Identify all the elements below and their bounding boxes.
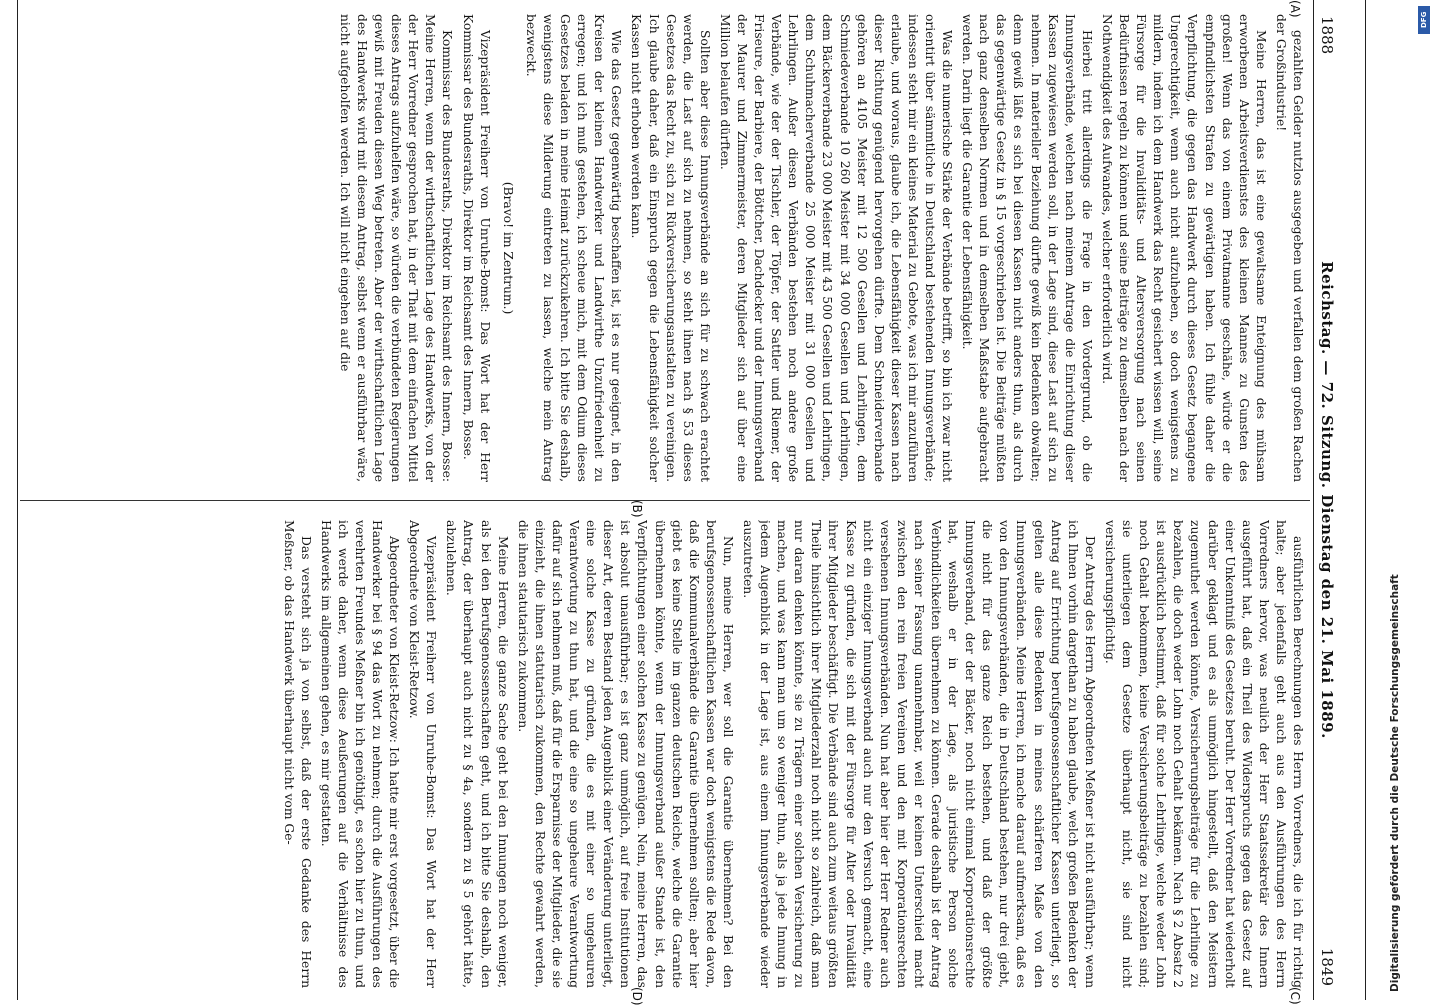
- header-year: 1888: [1318, 16, 1336, 55]
- top-rule: [1365, 0, 1366, 1000]
- paragraph: gezahlten Gelder nutzlos ausgegeben und verfallen dem großen Rachen der Großindustrie!: [1273, 14, 1305, 482]
- column-divider: [20, 500, 1310, 501]
- right-column: [26, 520, 1306, 988]
- header-title: Reichstag. — 72. Sitzung. Dienstag den 21. Mai 1889.: [1318, 261, 1336, 739]
- paragraph: Vizepräsident Freiherr von Unruhe-Bomst: Das Wort hat der Herr Kommissar des Bundesraths, Direktor im Reichsamt des Innern, Bosse.: [460, 14, 492, 482]
- paragraph: (Bravo! im Zentrum.): [500, 181, 515, 315]
- dfg-logo: DFG: [1418, 6, 1430, 34]
- paragraph: Was die numerische Stärke der Verbände betrifft, so bin ich zwar nicht orientirt über sämmtliche in Deutschland bestehenden Innungsverbände; indessen steht mir ein kleines Material zu Gebote, was ich mir anzuführen erlaube, und woraus, glaube ich, die Lebensfähigkeit dieser Kassen nach dieser Richtung genügend hervorgehen dürfte. Dem Schneiderverbande gehören an 4105 Meister mit 12 500 Gesellen und Lehrlingen, dem Schmiedeverbande 10 260 Meister mit 34 000 Gesellen und Lehrlingen, dem Bäckerverbande 23 000 Meister mit 43 500 Gesellen und Lehrlingen, dem Schuhmacherverbande 25 000 Meister mit 31 000 Gesellen und Lehrlingen. Außer diesen Verbänden bestehen noch andere große Verbände, wie der der Tischler, der Töpfer, der Sattler und Riemer, der Friseure, der Barbiere, der Böttcher, Dachdecker und der Innungsverband der Maurer und Zimmermeister, deren Mitglieder sich auf über eine Million belaufen dürften.: [717, 14, 955, 482]
- paragraph: Hierbei tritt allerdings die Frage in den Vordergrund, ob die Innungsverbände, welchen nach meinem Antrage die Einrichtung dieser Kassen zugewiesen werden soll, in der Lage sind, diese Last auf sich zu nehmen. In materieller Beziehung dürfte gewiß kein Bedenken obwalten; denn gewiß läßt es sich bei diesen Kassen nicht anders thun, als durch das gegenwärtige Gesetz in § 15 vorgeschrieben ist. Die Beiträge müßten nach ganz denselben Normen und in demselben Maßstabe aufgebracht werden. Darin liegt die Garantie der Lebensfähigkeit.: [960, 14, 1094, 482]
- paragraph: Meine Herren, das ist eine gewaltsame Enteignung des mühsam erworbenen Arbeitsverdienstes des kleinen Mannes zu Gunsten des großen! Wenn das von einem Privatmanne geschähe, würde er die empfindlichsten Strafen zu gewärtigen haben. Ich fühle daher die Verpflichtung, die gegen das Handwerk durch dieses Gesetz begangene Ungerechtigkeit, wenn auch nicht aufzuheben, so doch wenigstens zu mildern, indem ich dem Handwerk das Recht gesichert wissen will, seine Fürsorge für die Invaliditäts- und Altersversorgung nach seinen Bedürfnissen regeln zu können und seine Beiträge zu demselben nach der Nothwendigkeit des Aufwandes, welcher erforderlich wird.: [1099, 14, 1268, 482]
- header-rule: [1313, 0, 1314, 1000]
- footer-rule: [17, 0, 18, 1000]
- paragraph: Meine Herren, die ganze Sache geht bei den Innungen noch weniger, als bei den Berufsgenossenschaften geht, und ich bitte Sie deshalb, den Antrag, der überhaupt auch nicht zu § 4a, sondern zu § 5 gehört hätte, abzulehnen.: [444, 520, 510, 988]
- paragraph: Kommissar des Bundesraths, Direktor im Reichsamt des Innern, Bosse: Meine Herren, wenn der wirthschaftlichen Lage des Handwerks, von der der Herr Vorredner gesprochen hat, in der That mit dem einfachen Mittel dieses Antrags aufzuhelfen wäre, so würden die verbündeten Regierungen gewiß mit Freuden diesen Weg betreten. Aber der wirthschaftlichen Lage des Handwerks wird mit diesem Antrag, selbst wenn er ausführbar wäre, nicht aufgeholfen werden. Ich will nicht eingehen auf die: [337, 14, 455, 482]
- margin-marker-d: (D): [630, 987, 644, 1006]
- margin-marker-a: (A): [1288, 0, 1302, 18]
- digitization-credit: Digitalisierung gefördert durch die Deutsche Forschungsgemeinschaft: [1389, 574, 1401, 992]
- paragraph: Abgeordneter von Kleist-Retzow: Ich hatte mir erst vorgesetzt, über die Handwerker bei § 94 das Wort zu nehmen; durch die Ausführungen des verehrten Freundes Meßner bin ich genöthigt, es schon hier zu thun, und ich werde daher, wenn diese Aeußerungen auf die Verhältnisse des Handwerks im allgemeinen gehen, es mir gestatten.: [318, 520, 402, 988]
- paragraph: Sollten aber diese Innungsverbände an sich für zu schwach erachtet werden, die Last auf sich zu nehmen, so steht ihnen nach § 53 dieses Gesetzes das Recht zu, sich zu Rückversicherungsanstalten zu vereinigen. Ich glaube daher, daß ein Einspruch gegen die Lebensfähigkeit solcher Kassen nicht erhoben werden kann.: [629, 14, 712, 482]
- paragraph: Das versteht sich ja von selbst, daß der erste Gedanke des Herrn Meßner, ob das Handwerk überhaupt nicht vom Ge-: [281, 520, 313, 988]
- left-column: [26, 14, 1306, 482]
- paragraph: ausführlichen Berechnungen des Herrn Vorredners, die ich für richtig halte; aber jedenfalls geht auch aus den Ausführungen des Herrn Vorredners hervor, was neulich der Herr Staatssekretär des Innern ausgeführt hat, daß ein Theil des Widerspruchs gegen das Gesetz auf einer Unkenntniß des Gesetzes beruht. Der Herr Vorredner hat wiederholt darüber geklagt und es als unmöglich hingestellt, daß den Meistern zugemuthet werden könnte, Versicherungsbeiträge für die Lehrlinge zu bezahlen, die doch weder Lohn noch Gehalt bekämen. Nach § 2 Absatz 2 ist ausdrücklich bestimmt, daß für solche Lehrlinge, welche weder Lohn noch Gehalt bekommen, keine Versicherungsbeiträge zu bezahlen sind; sie unterliegen dem Gesetze überhaupt nicht, sie sind nicht versicherungspflichtig.: [1102, 520, 1305, 988]
- margin-marker-b: (B): [630, 500, 644, 518]
- margin-marker-c: (C): [1288, 987, 1302, 1005]
- document-page: [10, 0, 1380, 1006]
- paragraph: Der Antrag des Herrn Abgeordneten Meßner ist nicht ausführbar; wenn ich Ihnen vorhin dargethan zu haben glaube, welch großen Bedenken der Antrag auf Errichtung berufsgenossenschaftlicher Kassen unterliegt, so gelten alle diese Bedenken in meines schärferen Maße von den Innungsverbänden. Meine Herren, ich mache darauf aufmerksam, daß es von den Innungsverbänden, die in Deutschland bestehen, nur drei giebt, die nicht für das ganze Reich bestehen, und daß der größte Innungsverband, der der Bäcker, noch nicht einmal Korporationsrechte hat, weshalb er in der Lage, als juristische Person solche Verbindlichkeiten übernehmen zu können. Gerade deshalb ist der Antrag nach seiner Fassung unannehmbar, weil er keinen Unterschied macht zwischen den rein freien Vereinen und den mit Korporationsrechten versehenen Innungsverbänden. Nun hat aber hier der Herr Redner auch nicht ein einziger Innungsverband auch nur den Versuch gemacht, eine Kasse zu gründen, die sich mit der Fürsorge für Alter oder Invalidität ihrer Mitglieder beschäftigt. Die Verbände sind auch zum weitaus größten Theile hinsichtlich ihrer Mitgliederzahl noch nicht so zahlreich, daß man nur daran denken könnte, sie zu Trägern einer solchen Versicherung zu machen, und was kann man um so weniger thun, als ja jede Innung in jedem Augenblick in der Lage ist, aus einem Innungsverbande wieder auszutreten.: [741, 520, 1097, 988]
- header-page-number: 1849: [1318, 947, 1336, 986]
- paragraph: Nun, meine Herren, wer soll die Garantie übernehmen? Bei den berufsgenossenschaftlichen Kassen war doch wenigstens die Rede davon, daß die Kommunalverbände die Garantie übernehmen sollten; aber hier giebt es keine Stelle im ganzen deutschen Reiche, welche die Garantie übernehmen könnte, wenn der Innungsverband außer Stande ist, den Verpflichtungen einer solchen Kasse zu genügen. Nein, meine Herren, das ist absolut unausführbar; es ist ganz unmöglich, auf freie Institutionen dieser Art, deren Bestand jeden Augenblick einer Veränderung unterliegt, eine solche Kasse zu gründen, die es mit einer so ungeheuren Verantwortung zu thun hat, und die eine so ungeheure Verantwortung dafür auf sich nehmen muß, daß für die Ersparnisse der Mitglieder, die sie einzieht, die ihnen statutarisch zukommen, den Rechte gewahrt werden, die ihnen statutarisch zukommen.: [515, 520, 735, 988]
- paragraph: Wie das Gesetz gegenwärtig beschaffen ist, ist es nur geeignet, in den Kreisen der kleinen Handwerker und Landwirthe Unzufriedenheit zu erregen; und ich muß gestehen, ich scheue mich, mit dem Odium dieses Gesetzes beladen in meine Heimat zurückzukehren. Ich bitte Sie deshalb, wenigstens diese Milderung eintreten zu lassen, welche mein Antrag bezweckt.: [523, 14, 624, 482]
- paragraph: Vizepräsident Freiherr von Unruhe-Bomst: Das Wort hat der Herr Abgeordnete von Kleist-Retzow.: [407, 520, 439, 988]
